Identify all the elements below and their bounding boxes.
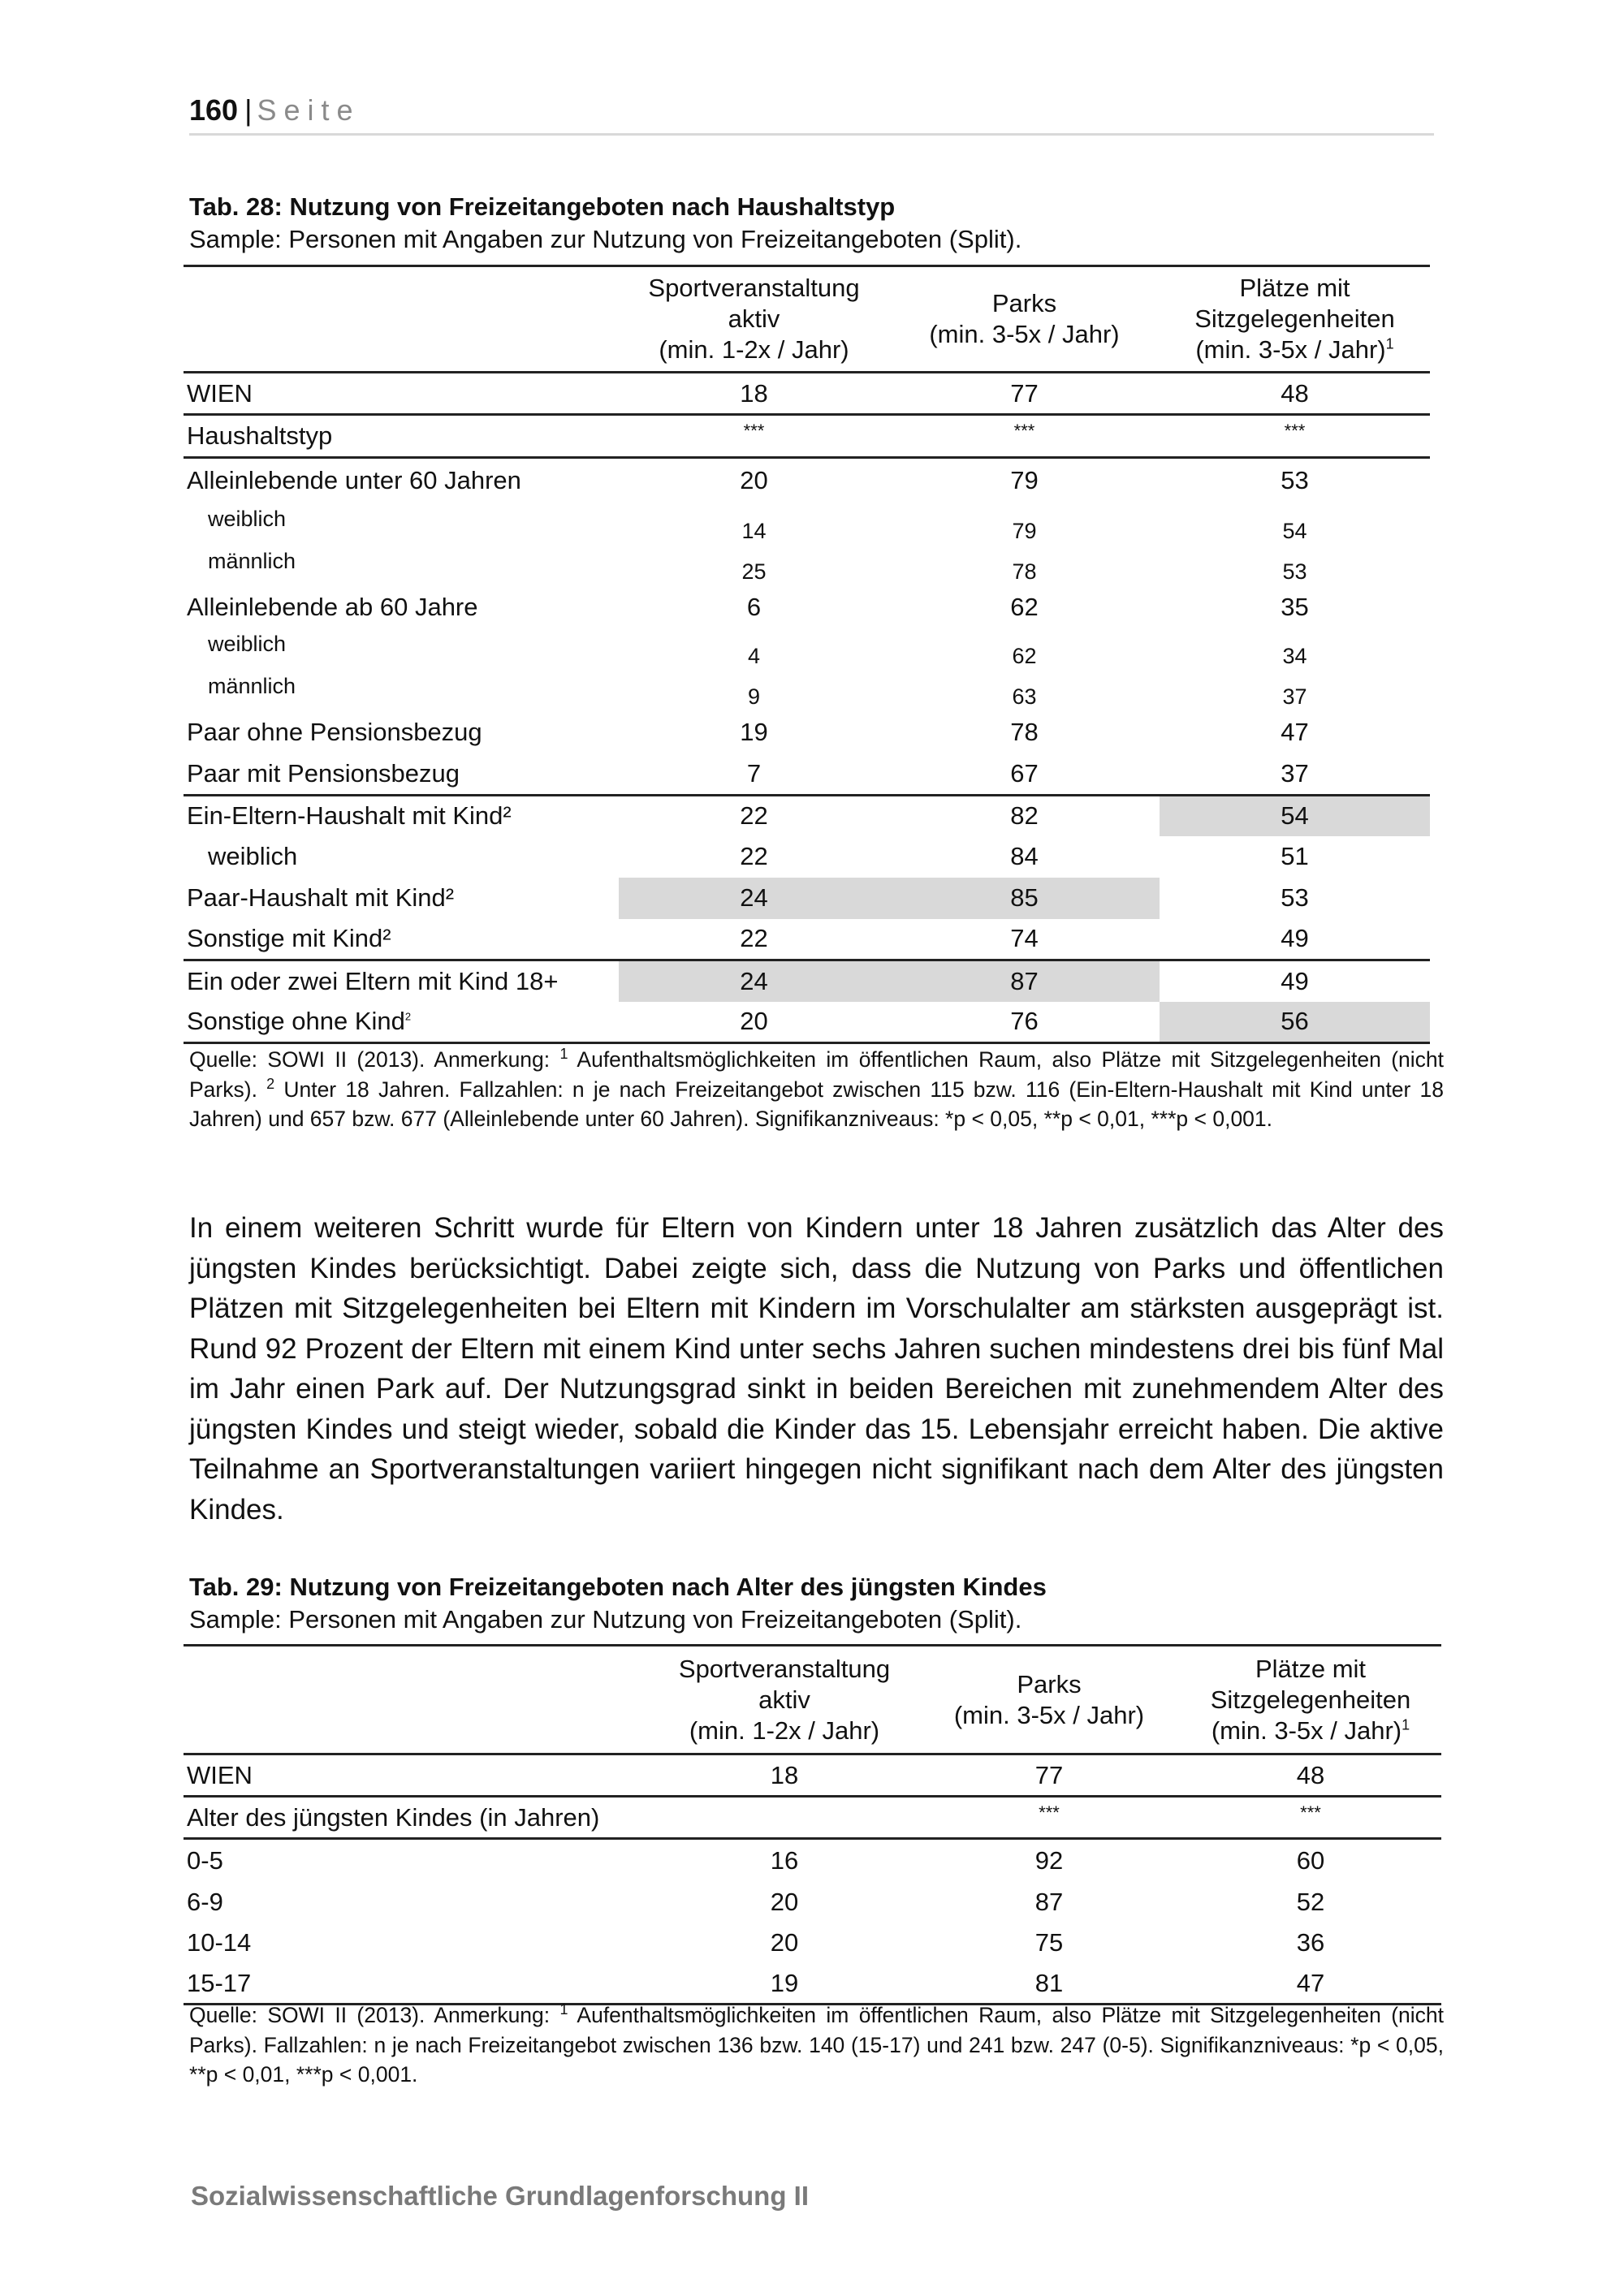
table-row: Alleinlebende ab 60 Jahre 6 62 35 — [187, 592, 1309, 621]
table-row: WIEN 18 77 48 — [184, 1754, 1441, 1797]
highlighted-cell: 87 — [889, 960, 1160, 1002]
table29-footnote: Quelle: SOWI II (2013). Anmerkung: $^1$ Aufenthaltsmöglichkeiten im öffentlichen Raum, also Plätze mit Sitzgelegenheiten (nicht Parks). Fallzahlen: n je nach Freizeitangebot zwischen 136 bzw. 140 (15-17) und 241 bzw. 247 (0-5). Signifikanzniveaus: *p < 0,05, **p < 0,01, ***p < 0,001. — [189, 2001, 1445, 2087]
header-parks: Parks (min. 3-5x / Jahr) — [889, 266, 1160, 373]
header-sport: Sportveranstaltung aktiv (min. 1-2x / Jahr) — [619, 266, 889, 373]
page-word: Seite — [257, 93, 361, 127]
header-plaetze: Plätze mit Sitzgelegenheiten (min. 3-5x / Jahr)$^1$ — [1180, 1646, 1441, 1754]
body-paragraph: In einem weiteren Schritt wurde für Eltern von Kindern unter 18 Jahren zusätzlich das Alter des jüngsten Kindes berücksichtigt. Dabei zeigte sich, dass die Nutzung von Parks und öffentlichen Plätzen mit Sitzgelegenheiten bei Eltern mit Kindern im Vorschulalter am stärksten ausgeprägt ist. Rund 92 Prozent der Eltern mit einem Kind unter sechs Jahren suchen mindestens drei bis fünf Mal im Jahr einen Park auf. Der Nutzungsgrad sinkt in beiden Bereichen mit zunehmendem Alter des jüngsten Kindes und steigt wieder, sobald die Kinder das 15. Lebensjahr erreicht haben. Die aktive Teilnahme an Sportveranstaltungen variiert hingegen nicht signifikant nach dem Alter des jüngsten Kindes. — [189, 1212, 1444, 1526]
table-row: Sonstige ohne Kind$^2$ 20 76 56 — [184, 1002, 1430, 1043]
page-footer: Sozialwissenschaftliche Grundlagenforschung II — [191, 2181, 809, 2211]
table-row: Ein-Eltern-Haushalt mit Kind² 22 82 54 — [184, 796, 1430, 836]
table-row: Sonstige mit Kind² 22 74 49 — [184, 919, 1430, 960]
page-header — [189, 91, 361, 130]
highlighted-cell: 85 — [889, 878, 1160, 919]
table-row: Haushaltstyp *** *** *** — [184, 415, 1430, 458]
table28-header-row — [184, 266, 1430, 373]
table-row: Alter des jüngsten Kindes (in Jahren) *** *** — [184, 1797, 1441, 1839]
table-row: männlich 25 78 53 — [208, 548, 1307, 584]
page-separator: | — [244, 93, 253, 127]
page-number: 160 — [189, 93, 239, 127]
table-row: Ein oder zwei Eltern mit Kind 18+ 24 87 49 — [184, 960, 1430, 1002]
table29-subtitle: Sample: Personen mit Angaben zur Nutzung von Freizeitangeboten (Split). — [189, 1605, 1022, 1634]
highlighted-cell: 24 — [619, 878, 889, 919]
header-label-blank — [184, 266, 619, 373]
table-row: Paar ohne Pensionsbezug 19 78 47 — [187, 717, 1309, 746]
highlighted-cell: 24 — [619, 960, 889, 1002]
table-row: weiblich 14 79 54 — [208, 506, 1307, 543]
table28 — [184, 265, 1430, 1044]
header-parks: Parks (min. 3-5x / Jahr) — [918, 1646, 1180, 1754]
highlighted-cell: 54 — [1160, 796, 1430, 836]
header-sport: Sportveranstaltung aktiv (min. 1-2x / Jahr) — [650, 1646, 918, 1754]
table-row: WIEN 18 77 48 — [184, 373, 1430, 415]
header-label-blank — [184, 1646, 650, 1754]
table-row: 0-5 16 92 60 — [187, 1845, 1325, 1875]
table-row: weiblich 22 84 51 — [208, 842, 1309, 870]
highlighted-cell: 56 — [1160, 1002, 1430, 1043]
table29-header-row — [184, 1646, 1441, 1754]
table28-subtitle: Sample: Personen mit Angaben zur Nutzung von Freizeitangeboten (Split). — [189, 225, 1022, 253]
table-row: Alleinlebende unter 60 Jahren 20 79 53 — [187, 466, 1309, 495]
table29-title: Tab. 29: Nutzung von Freizeitangeboten nach Alter des jüngsten Kindes — [189, 1573, 1047, 1601]
table-row: 6-9 20 87 52 — [187, 1887, 1325, 1916]
table-row: 10-14 20 75 36 — [187, 1928, 1325, 1957]
table28-footnote: Quelle: SOWI II (2013). Anmerkung: $^1$ Aufenthaltsmöglichkeiten im öffentlichen Raum, also Plätze mit Sitzgelegenheiten (nicht Parks). $^2$ Unter 18 Jahren. Fallzahlen: n je nach Freizeitangebot zwischen 115 bzw. 116 (Ein-Eltern-Haushalt mit Kind unter 18 Jahren) und 657 bzw. 677 (Alleinlebende unter 60 Jahren). Signifikanzniveaus: *p < 0,05, **p < 0,01, ***p < 0,001. — [189, 1046, 1445, 1131]
table-row: 15-17 19 81 47 — [184, 1964, 1441, 2005]
table-row: männlich 9 63 37 — [208, 673, 1307, 709]
header-rule — [189, 133, 1434, 136]
table-row: Paar-Haushalt mit Kind² 24 85 53 — [184, 878, 1430, 919]
table-row: Paar mit Pensionsbezug 7 67 37 — [184, 753, 1430, 796]
table28-title: Tab. 28: Nutzung von Freizeitangeboten nach Haushaltstyp — [189, 192, 896, 221]
header-plaetze: Plätze mit Sitzgelegenheiten (min. 3-5x / Jahr)$^1$ — [1160, 266, 1430, 373]
table-row: weiblich 4 62 34 — [208, 631, 1307, 668]
table29 — [184, 1644, 1441, 2005]
